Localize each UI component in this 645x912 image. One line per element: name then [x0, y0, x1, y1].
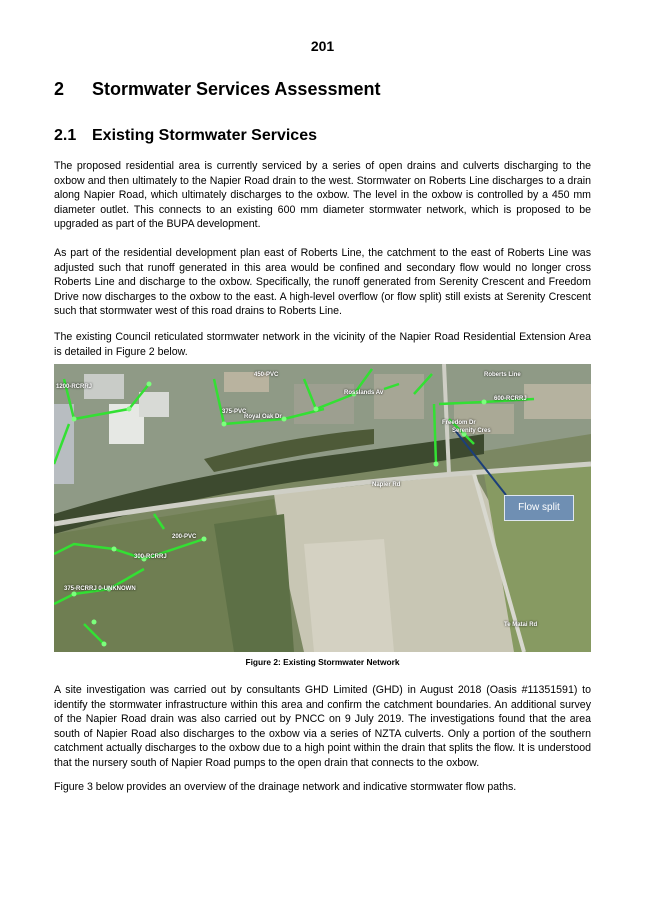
map-label-roberts: Roberts Line [484, 372, 521, 378]
map-label-rosslands: Rosslands Av [344, 390, 384, 396]
map-label-freedom: Freedom Dr [442, 420, 476, 426]
page-number: 201 [310, 38, 335, 54]
paragraph-2: As part of the residential development plan east of Roberts Line, the catchment to the east of Roberts Line was adjusted such that runoff generated in this area would be confined and secondary flow would no longer cross Roberts Line and discharge to the oxbow. Specifically, the runoff generated from Serenity Crescent and Freedom Drive now discharges to the oxbow to the east. A high-level overflow (or flow split) still exists at Serenity Crescent such that stormwater west of this road drains to Roberts Line. [54, 247, 591, 318]
map-label-pipe-1200: 1200-RCRRJ [56, 384, 93, 390]
map-label-te-matai: Te Matai Rd [504, 622, 538, 628]
map-label-napier-rd: Napier Rd [372, 482, 401, 488]
paragraph-5: Figure 3 below provides an overview of the drainage network and indicative stormwater flow paths. [54, 781, 517, 793]
map-label-pipe-600: 600-RCRRJ [494, 396, 527, 402]
map-label-pipe-300: 300-RCRRJ [134, 554, 167, 560]
map-label-royal-oak: Royal Oak Dr [244, 414, 282, 420]
subsection-title: Existing Stormwater Services [92, 127, 317, 144]
paragraph-1: The proposed residential area is currently serviced by a series of open drains and culverts discharging to the oxbow and then ultimately to the Napier Road drain to the west. Stormwater on Roberts Line discharges to a drain along Napier Road, which ultimately discharges to the oxbow. The level in the oxbow is controlled by a 450 mm diameter outlet. This connects to an existing 600 mm diameter stormwater network, which is proposed to be upgraded as part of the BUPA development. [54, 160, 591, 231]
map-label-pipe-450: 450-PVC [254, 372, 279, 378]
figure-caption: Figure 2: Existing Stormwater Network [245, 657, 400, 667]
paragraph-3: The existing Council reticulated stormwater network in the vicinity of the Napier Road Residential Extension Area is detailed in Figure 2 below. [54, 331, 591, 358]
section-heading [54, 79, 380, 100]
map-label-serenity: Serenity Cres [452, 428, 491, 434]
map-label-pipe-200: 200-PVC [172, 534, 197, 540]
flow-split-callout: Flow split [504, 495, 574, 521]
subsection-heading [54, 127, 317, 145]
subsection-number: 2.1 [54, 127, 77, 144]
paragraph-4: A site investigation was carried out by consultants GHD Limited (GHD) in August 2018 (Oasis #11351591) to identify the stormwater infrastructure within this area and confirm the catchment boundaries. An additional survey of the Napier Road drain was also carried out by PNCC on 9 July 2019. The investigations found that the area south of Napier Road also discharges to the oxbow via a series of NZTA culverts. Only a portion of the southern catchment actually discharges to the oxbow due to a high point within the drain that splits the flow. It is understood that the nursery south of Napier Road pumps to the open drain that connects to the oxbow. [54, 684, 591, 769]
stormwater-network-map [54, 364, 591, 652]
section-number: 2 [54, 79, 65, 99]
map-label-pipe-375: 375-PVC [222, 409, 247, 415]
map-label-pipe-375b: 375-RCRRJ 0-UNKNOWN [64, 586, 136, 592]
section-title: Stormwater Services Assessment [92, 79, 381, 99]
